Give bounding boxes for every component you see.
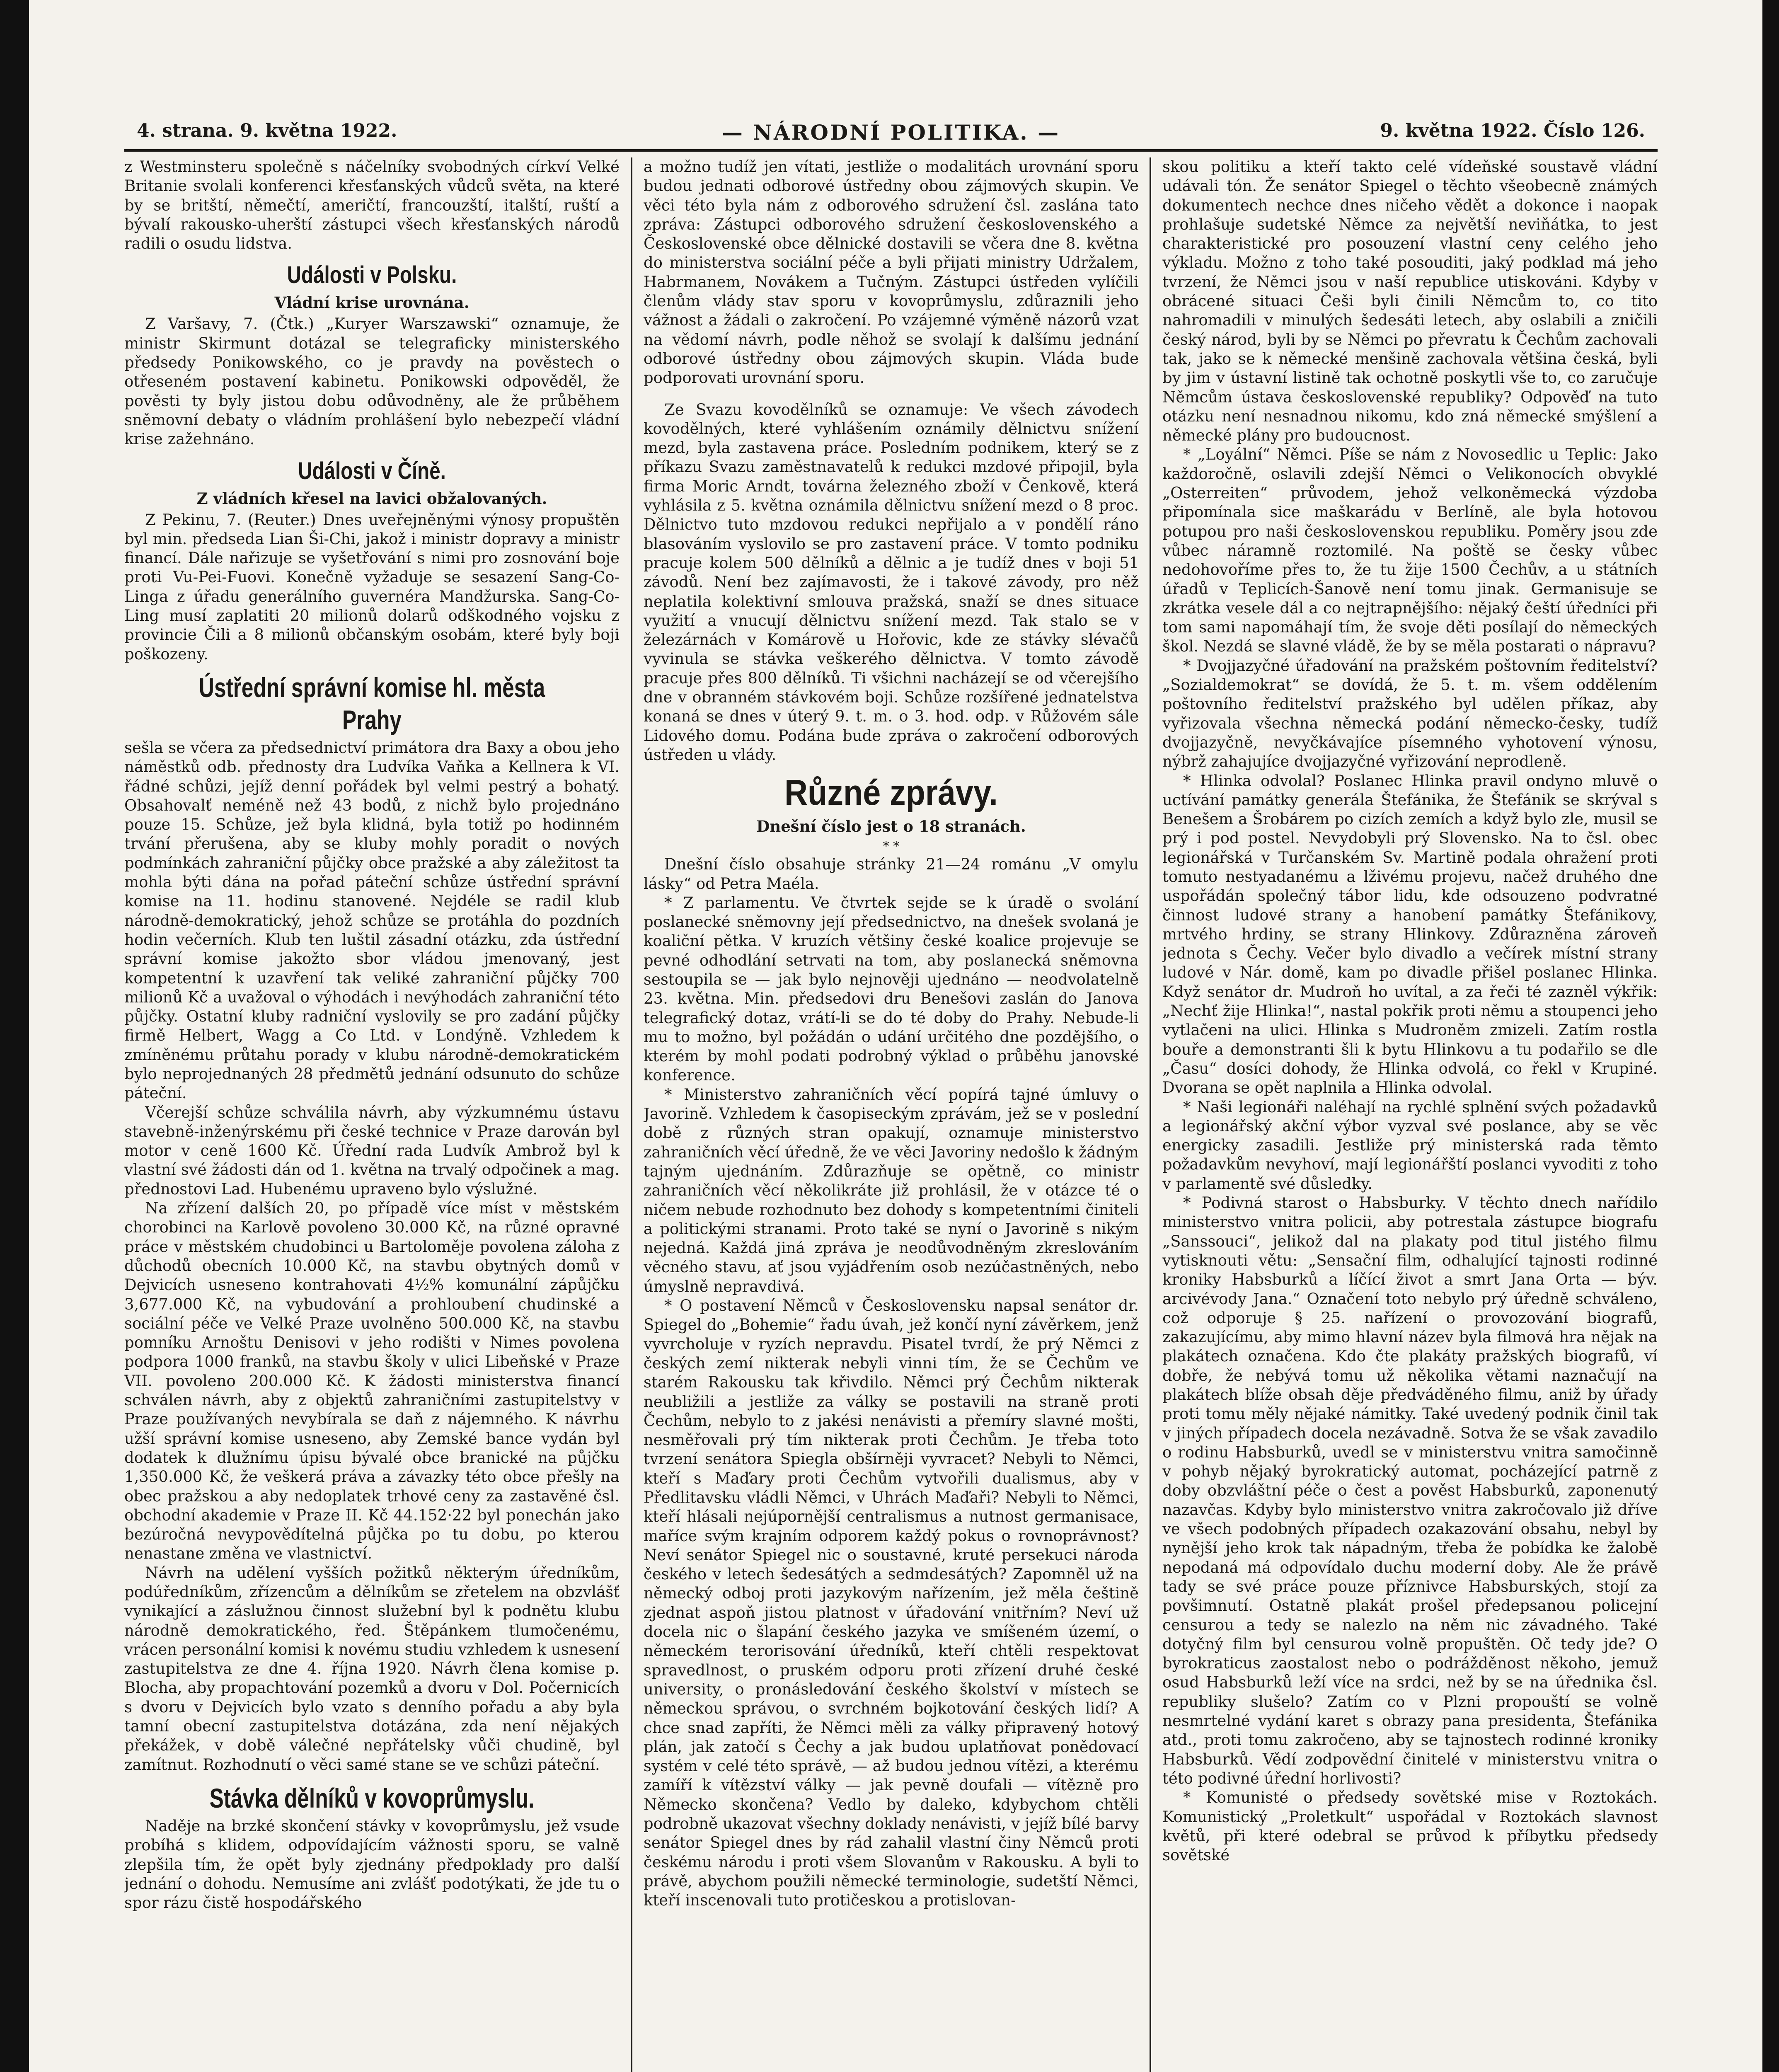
article-text: * Hlinka odvolal? Poslanec Hlinka pravil ondyno mluvě o uctívání památky generála Štefánika, že Štefánik se skrýval s Benešem a Šrobárem po cizích zemích a když bylo zle, musil se prý i pod postel. Nevydobyli prý Slovensko. Na to čsl. obec legionářská v Turčanském Sv. Martině podala ohražení proti tomuto nestyadanému a lživému projevu, načež druhého dne uspořádán společný tábor lidu, kde odsouzeno podvratné činnost ludové strany a hanobení památky Štefánikovy, mrtvého hrdiny, se strany Hlinkovy. Zdůrazněna zároveň jednota s Čechy. Večer bylo divadlo a večírek místní strany ludové v Nár. domě, kam po divadle přišel poslanec Hlinka. Když senátor dr. Mudroň ho uvítal, a za řeči té zazněl výkřik: „Nechť žije Hlinka!“, nastal pokřik proti němu a stoupenci jeho vytlačeni na ulici. Hlinka s Mudroněm zmizeli. Zatím rostla bouře a demonstranti šli k bytu Hlinkovu a tu podařilo se dle „Času“ dosíci dohody, že Hlinka odvolá, co řekl v Krupiné. Dvorana se opět naplnila a Hlinka odvolal. — [1162, 772, 1658, 1097]
article-text: Ze Svazu kovodělníků se oznamuje: Ve všech závodech kovodělných, které vyhlášením oznámily dělnictvu snížení mezd, byla zastavena práce. Posledním podnikem, který se z příkazu Svazu zaměstnavatelů k redukci mzdové připojil, byla firma Moric Arndt, továrna železného zboží v Čenkově, která vyhlásila z 5. května oznámila dělnictvu snížení mezd o 8 proc. Dělnictvo tuto mzdovou redukci nepřijalo a v pondělí ráno blasováním vyslovilo se pro zastavení práce. V tomto podniku pracuje kolem 500 dělníků a dělnic a je tudíž dnes v boji 51 závodů. Není bez zajímavosti, že i takové závody, pro něž neplatila kolektivní smlouva pražská, snaží se dnes situace využití a vnucují dělnictvu snížení mezd. Tak stalo se v železárnách v Komárově u Hořovic, kde ze stávky slévačů vyvinula se stávka veškerého dělnictva. V tomto závodě pracuje přes 800 dělníků. Ti všichni nacházejí se od včerejšího dne v obranném stávkovém boji. Schůze rozšířené jednatelstva konaná se dnes v úterý 9. t. m. o 3. hod. odp. v Růžovém sále Lidového domu. Podána bude zpráva o zakročení odborových ústředen u vlády. — [644, 400, 1139, 764]
article-text: * Z parlamentu. Ve čtvrtek sejde se k úradě o svolání poslanecké sněmovny její předsednictvo, na dnešek svolaná je koaliční pětka. V kruzích většiny české koalice projevuje se pevné odhodlání setrvati na tom, aby poslanecká sněmovna sestoupila se — jak bylo nejnověji ujednáno — neodvolatelně 23. května. Min. předsedovi dru Benešovi zaslán do Janova telegrafický dotaz, vrátí-li se do té doby do Prahy. Nebude-li mu to možno, byl požádán o udání určitého dne pozdějšího, o kterém by mohl podati podrobný výklad o průběhu janovské konference. — [644, 893, 1139, 1084]
article-text: sešla se včera za předsednictví primátora dra Baxy a obou jeho náměstků odb. přednosty dra Ludvíka Vaňka a Kellnera k VI. řádné schůzi, jejíž denní pořádek byl velmi pestrý a bohatý. Obsahovalť neméně než 43 bodů, z nichž bylo projednáno pouze 15. Schůze, jež byla klidná, byla totiž po hodinném trvání přerušena, aby se kluby mohly poradit o nových podmínkách zahraniční půjčky obce pražské a aby záležitost ta mohla býti dána na pořad páteční schůze ústřední správní komise na 11. hodinu stanovené. Nejdéle se radil klub národně-demokratický, jehož schůze se protáhla do pozdních hodin večerních. Klub ten luštil zásadní otázku, zda ústřední správní komise jakožto sbor vládou jmenovaný, jest kompetentní k uzavření tak veliké zahraniční půjčky 700 milionů Kč a uvažoval o výhodách i nevýhodách zahraniční této půjčky. Ostatní kluby radniční vyslovily se pro zadání půjčky firmě Helbert, Wagg a Co Ltd. v Londýně. Vzhledem k zmíněnému průtahu porady v klubu národně-demokratickém bylo neprojednaných 28 předmětů jednání odsunuto do schůze páteční. — [124, 738, 620, 1102]
page-header — [124, 116, 1658, 152]
column-rule — [631, 157, 632, 2072]
article-text: * Podivná starost o Habsburky. V těchto dnech nařídilo ministerstvo vnitra policii, aby potrestala zástupce biografu „Sanssouci“, jelikož dal na plakaty pod titul jistého filmu vytisknouti větu: „Sensační film, odhalující tajnosti rodinné kroniky Habsburků a líčící život a smrt Jana Orta — býv. arcivévody Jana.“ Označení toto nebylo prý úředně schváleno, což odporuje § 25. nařízení o provozování biografů, zakazujícímu, aby mimo hlavní název byla filmová hra nějak na plakátech označena. Kdo čte plakáty pražských biografů, ví dobře, že nebývá tomu už několika větami naznačují na plakátech blíže obsah děje předváděného filmu, aniž by úřady proti tomu měly nějaké námitky. Také uvedený podnik činil tak v jiných případech docela nezávadně. Sotva že se však zavadilo o rodinu Habsburků, uvedl se v ministerstvu vnitra samočinně v pohyb nějaký byrokratický automat, pocházející patrně z doby obzvláštní péče o čest a pověst Habsburků, zaponenutý nazavčas. Kdyby bylo ministerstvo vnitra zakročovalo již dříve ve všech podobných případech ozakazování obsahu, nebyl by nynější jeho krok tak nápadným, třeba že pobídka ke žalobě nepodaná má odpovídalo duchu moderní doby. Ale že právě tady se své práce pouze příznivce Habsburských, stojí za povšimnutí. Ostatně plakát prošel předepsanou policejní censurou a tedy se nalezlo na něm nic závadného. Také dotyčný film byl censurou volně propuštěn. Oč tedy jde? O byrokraticus zaostalost nebo o podrážděnost někoho, jemuž osud Habsburků leží více na srdci, než by se na úřednika čsl. republiky slušelo? Zatím co v Plzni propouští se volně nesmrtelné vydání karet s obrazy pana presidenta, Štefánika atd., proti tomu zakročeno, aby se tajnostech rodinné kroniky Habsburků. Vědí zodpovědní činitelé v ministerstvu vnitra o této podivné úřední horlivosti? — [1162, 1194, 1658, 1787]
scan-border-right — [1762, 0, 1779, 2072]
subheading: Dnešní číslo jest o 18 stranách. — [756, 817, 1026, 836]
article-text: Naděje na brzké skončení stávky v kovoprůmyslu, jež vsude probíhá s klidem, odpovídajícím vážnosti sporu, se valně zlepšila tím, že opět byly zjednány předpoklady pro další jednání o dohodu. Nemusíme ani zvlášť podotýkati, že jde tu o spor rázu čistě hospodářského — [124, 1817, 620, 1912]
section-heading: Ústřední správní komise hl. města Prahy — [198, 672, 545, 735]
article-text: Z Varšavy, 7. (Čtk.) „Kuryer Warszawski“ oznamuje, že ministr Skirmunt dotázal se telegraficky ministerského předsedy Ponikowského, co je pravdy na pověstech o otřeseném postavení kabinetu. Ponikowski odpověděl, že pověsti ty byly jistou dobu odůvodněny, ale že průběhem sněmovní debaty o vládním prohlášení bylo nebezpečí vládní krise zažehnáno. — [124, 315, 620, 448]
columns — [124, 157, 1658, 2072]
column-1 — [124, 157, 620, 2072]
article-text: z Westminsteru společně s náčelníky svobodných církví Velké Britanie svolali konferenci křesťanských vůdců světa, na které by se britští, němečtí, američtí, francouzští, italští, ruští a bývalí rakousko-uherští zástupci všech křesťanských národů radili o osudu lidstva. — [124, 158, 620, 253]
article-text: * Komunisté o předsedy sovětské mise v Roztokách. Komunistický „Proletkult“ uspořádal v Roztokách slavnost květů, při které odebral se průvod k příbytku předsedy sovětské — [1162, 1789, 1658, 1864]
article-text: Dnešní číslo obsahuje stránky 21—24 románu „V omylu lásky“ od Petra Maéla. — [644, 855, 1139, 893]
article-text: Na zřízení dalších 20, po případě více míst v městském chorobinci na Karlově povoleno 30.000 Kč, na různé opravné práce v městském chudobinci u Bartoloměje povolena záloha z důchodů obecních 10.000 Kč, na stavbu obytných domů v Dejvicích usneseno kontrahovati 4½% komunální zápůjčku 3,677.000 Kč, na vybudování a prohloubení chudinské a sociální péče ve Velké Praze uvolněno 500.000 Kč, na stavbu pomníku Arnoštu Denisovi v jeho rodišti v Nimes povolena podpora 1000 franků, na stavbu školy v ulici Libeňské v Praze VII. povoleno 200.000 Kč. K žádosti ministerstva financí schválen návrh, aby z objektů zahraničními zastupitelstvy v Praze používaných nevybírala se daň z nájemného. K návrhu užší správní komise usneseno, aby Zemské bance vydán byl dodatek k dlužnímu úpisu bývalé obce branické na půjčku 1,350.000 Kč, že veškerá práva a závazky této obce přešly na obec pražskou a aby nedoplatek trhové ceny za zastavěné čsl. obchodní akademie v Praze II. Kč 44.152·22 byl ponechán jako bezúročná nevypovědítelná půjčka po tu dobu, po kterou nenastane změna ve vlastnictví. — [124, 1199, 620, 1563]
masthead-title: — NÁRODNÍ POLITIKA. — — [721, 120, 1060, 145]
newspaper-page — [124, 116, 1658, 2072]
section-heading: Různé zprávy. — [784, 773, 998, 813]
article-text: * Naši legionáři naléhají na rychlé splnění svých požadavků a legionářský akční výbor vyzval své poslance, aby se věc energicky zasadili. Jestliže prý ministerská rada těmto požadavkům nevyhoví, mají legionářští poslanci vyvoditi z toho v parlamentě své důsledky. — [1162, 1098, 1658, 1193]
section-heading: Události v Číně. — [298, 457, 446, 484]
article-text: skou politiku a kteří takto celé vídeňské soustavě vládní udávali tón. Že senátor Spiegel o těchto všeobecně známých dokumentech nechce dnes ničeho vědět a dokonce i naopak prohlašuje sudetské Němce za největší neviňátka, to jest charakteristické pro posouzení vlastní ceny celého jeho výkladu. Možno z toho také posouditi, jaký podklad má jeho tvrzení, že Němci jsou v naší republice utiskováni. Kdyby v obrácené situaci Češi byli činili Němcům to, co tito nahromadili v minulých šedesáti letech, aby oslabili a zničili český národ, byli by se Němci po převratu k Čechům zachovali tak, jako se k německé menšině zachovala většina česká, byli by jim v ústavní listině tak ochotně poskytli vše to, co zaručuje Němcům ústava československé republiky? Odpověď na tuto otázku není nesnadnou nikomu, kdo zná německé smýšlení a německé plány pro budoucnost. — [1162, 158, 1658, 445]
article-text: Návrh na udělení vyšších požitků některým úředníkům, podúředníkům, zřízencům a dělníkům se zřetelem na obzvlášť vynikající a záslužnou činnost služební byl k podnětu klubu národně demokratického, řed. Štěpánkem tlumočenému, vrácen personální komisi k novému studiu vzhledem k usnesení zastupitelstva ze dne 4. října 1920. Návrh člena komise p. Blocha, aby propachtování pozemků a dvoru v Dol. Počernicích s dvoru v Dejvicích bylo vzato s denního pořadu a aby byla tamní obecní zastupitelstva dotázána, zda není nějakých překážek, v době válečné nepřátelsky vůči chudině, byl zamítnut. Rozhodnutí o věci samé stane se ve schůzi páteční. — [124, 1564, 620, 1774]
column-3 — [1162, 157, 1658, 2072]
article-text: * „Loyální“ Němci. Píše se nám z Novosedlic u Teplic: Jako každoročně, oslavili zdejší Němci o Velikonocích obvyklé „Osterreiten“ průvodem, jehož velkoněmecká výzdoba připomínala sice maškarádu v Berlíně, ale byla hotovou potupou pro naši československou republiku. Poměry jsou zde vůbec náramně roztomilé. Na poště se česky vůbec nedohovoříme přes to, že tu žije 1500 Čechův, a u státních úřadů v Teplicích-Šanově není tomu jinak. Germanisuje se zkrátka vesele dál a co nejtrapnějšího: nějaký čeští úředníci při tom sami napomáhají tím, že svoje děti posílají do německých škol. Nezdá se slavné vládě, že by se měla postarati o nápravu? — [1162, 445, 1658, 656]
subheading: Z vládních křesel na lavici obžalovaných. — [196, 489, 547, 508]
article-text: Z Pekinu, 7. (Reuter.) Dnes uveřejněnými výnosy propuštěn byl min. předseda Lian Ši-Chi, jakož i ministr dopravy a ministr financí. Dále nařizuje se vyšetřování s nimi pro zosnování boje proti Vu-Pei-Fuovi. Konečně vyžaduje se sesazení Sang-Co-Linga z úřadu generálního guvernéra Mandžurska. Sang-Co-Ling musí zaplatiti 20 milionů dolarů odškodného vojsku z provincie Čili a 8 milionů občanským osobám, které byly boji poškozeny. — [124, 511, 620, 663]
article-text: * O postavení Němců v Československu napsal senátor dr. Spiegel do „Bohemie“ řadu úvah, jež končí nyní závěrkem, jenž vyvrcholuje v ryzích nepravdu. Pisatel tvrdí, že prý Němci z českých zemí nikterak nebyli vinni tím, že se Čechům ve starém Rakousku tak křivdilo. Němci prý Čechům nikterak neubližili a jestliže za války se postavili na straně proti Čechům, nebylo to z jakési nenávisti a přemíry slavné mošti, nesměřovali prý tím nikterak proti Čechům. Je třeba toto tvrzení senátora Spiegla obšírněji vyvracet? Nebyli to Němci, kteří s Maďary proti Čechům vytvořili dualismus, aby v Předlitavsku vládli Němci, v Uhrách Maďaři? Nebyli to Němci, kteří hlásali nejúpornější centralismus a nutnost germanisace, maříce svým krajním odporem každý pokus o rovnoprávnost? Neví senátor Spiegel nic o soustavné, kruté persekuci národa českého v letech šedesátých a sedmdesátých? Zapomněl už na německý odboj proti jazykovým nařízením, jež měla češtině zjednat aspoň jistou platnost v úřadování vnitřním? Neví už docela nic o šlapání českého jazyka ve smíšeném území, o německém terorisování úředníků, kteří chtěli respektovat spravedlnost, o pruském odporu proti zřízení druhé české university, o pronásledování českého školství v místech se německou správou, o svrchném bojkotování českých lidí? A chce snad zapříti, že Němci měli za války připravený hotový plán, jak zatočí s Čechy a jak budou uplatňovat ponědovací systém v celé této správě, — až budou jednou vítězi, a kterému zamíří k vítězství války — jak pevně doufali — vítězně pro Německo skončena? Vedlo by daleko, kdybychom chtěli podrobně ukazovat všechny doklady nenávisti, v jejíž bílé barvy senátor Spiegel dnes by rád zahalil vlastní činy Němců proti českému národu i proti všem Slovanům v Rakousku. A byli to právě, abychom použili německé terminologie, sudetští Němci, kteří inscenovali tuto protičeskou a protislovan- — [644, 1297, 1139, 1910]
column-2 — [644, 157, 1139, 2072]
section-heading: Události v Polsku. — [287, 261, 457, 289]
article-text: Včerejší schůze schválila návrh, aby výzkumnému ústavu stavebně-inženýrskému při české technice v Praze darován byl motor v ceně 1600 Kč. Úřední rada Ludvík Ambrož byl k vlastní své žádosti dán od 1. května na trvalý odpočinek a mag. přednostovi Lad. Hubenému upraveno bylo výslužné. — [124, 1103, 620, 1198]
article-text: * Dvojjazyčné úřadování na pražském poštovním ředitelství? „Sozialdemokrat“ se dovídá, že 5. t. m. všem oddělením poštovního ředitelství pražského byl udělen příkaz, aby vyřizovala všechna německá podání německo-česky, tudíž dvojjazyčně, nevyčkávajíce písemného vyhotovení výnosu, nýbrž zahajujíce dvojjazyčné vyřizování neprodleně. — [1162, 656, 1658, 771]
scan-border-left — [0, 0, 29, 2072]
separator-stars: * * — [883, 839, 900, 854]
section-heading: Stávka dělníků v kovoprůmyslu. — [209, 1782, 535, 1813]
article-text: a možno tudíž jen vítati, jestliže o modalitách urovnání sporu budou jednati odborové ústředny obou zájmových skupin. Ve věci této byla nám z odborového sdružení čsl. zaslána tato zpráva: Zástupci odborového sdružení československého a Československé obce dělnické dostavili se včera dne 8. května do ministerstva sociální péče a byli přijati ministry Udržalem, Habrmanem, Novákem a Tučným. Zástupci ústředen vylíčili členům vlády stav sporu v kovoprůmyslu, zdůraznili jeho vážnost a žádali o zakročení. Po vzájemné výměně názorů vzat na vědomí návrh, podle něhož se svolají k dalšímu jednání odborové ústředny obou zájmových skupin. Vláda bude podporovati urovnání sporu. — [644, 158, 1139, 387]
subheading: Vládní krise urovnána. — [274, 293, 470, 312]
issue-number-date: 9. května 1922. Číslo 126. — [1380, 120, 1645, 141]
page-number-date: 4. strana. 9. května 1922. — [137, 120, 397, 141]
column-rule — [1150, 157, 1151, 2072]
article-text: * Ministerstvo zahraničních věcí popírá tajné úmluvy o Javorině. Vzhledem k časopiseckým zprávám, jež se v poslední době z různých stran opakují, oznamuje ministerstvo zahraničních věcí úředně, že ve věci Javoriny nedošlo k žádným tajným ujednáním. Zdůrazňuje se opětně, co ministr zahraničních věcí několikráte již prohlásil, že v otázce té o ničem nebude rozhodnuto bez dohody s kompetentními činiteli a politickými stranami. Proto také se nyní o Javorině s nikým nejedná. Každá jiná zpráva je neodůvodněným zkreslováním věcného stavu, ať jsou vyjádřením osob nezúčastněných, nebo úmyslně nepravdivá. — [644, 1085, 1139, 1295]
